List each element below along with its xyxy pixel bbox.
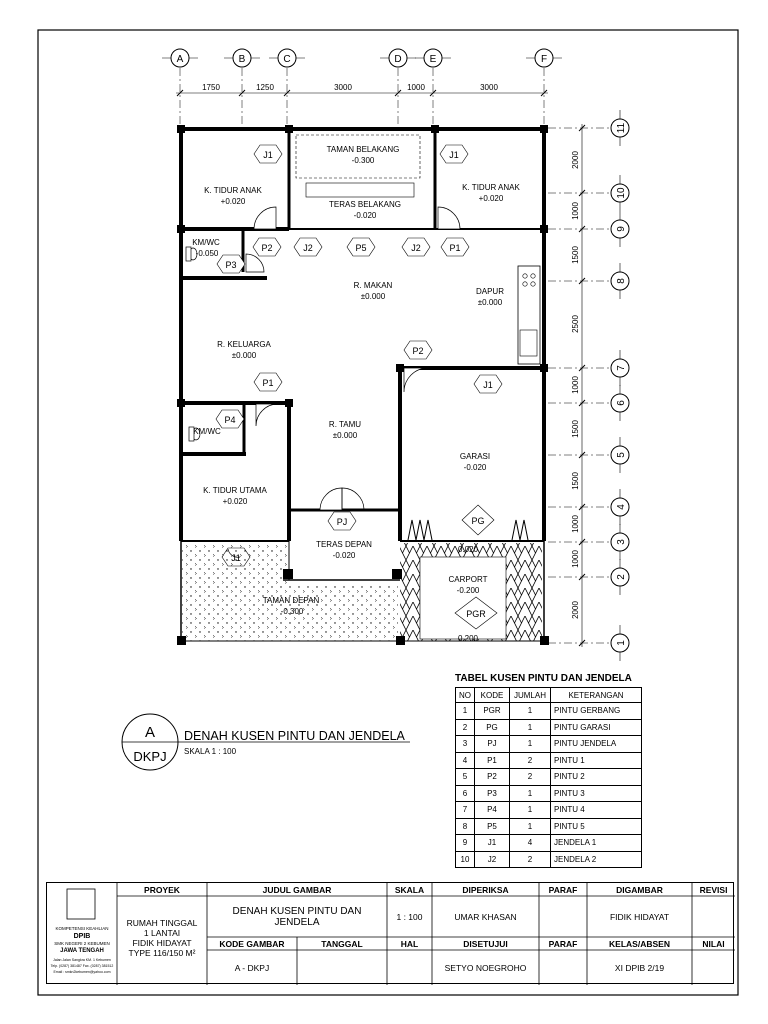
row-axis-markers: [611, 110, 629, 661]
vdim-7: 1500: [571, 472, 580, 490]
svg-text:PGR: PGR: [466, 609, 486, 619]
cell-keterangan: PINTU 3: [551, 785, 642, 802]
svg-text:P1: P1: [262, 378, 274, 388]
r-keluarga-name: R. KELUARGA: [217, 340, 271, 349]
axis-5-label: 5: [616, 452, 627, 458]
axis-d-label: D: [394, 54, 402, 65]
school-addr3: Email : smkn2kebumen@yahoo.com: [53, 970, 111, 974]
dapur-elev: ±0.000: [477, 298, 503, 307]
taman-depan-name: TAMAN DEPAN: [262, 596, 320, 605]
cell-no: 10: [456, 851, 475, 868]
cell-kode: PG: [475, 719, 510, 736]
cell-no: 1: [456, 703, 475, 720]
axis-f-marker: [526, 49, 562, 67]
axis-10-marker: [611, 175, 629, 211]
drawing-scale: SKALA 1 : 100: [184, 747, 237, 756]
judul-label: JUDUL GAMBAR: [262, 884, 332, 895]
axis-9-label: 9: [616, 226, 627, 232]
paraf2-label: PARAF: [548, 938, 578, 949]
teras-belakang-name: TERAS BELAKANG: [328, 200, 402, 209]
cell-keterangan: PINTU GARASI: [551, 719, 642, 736]
table-row: [456, 752, 642, 769]
proyek-line2: 1 LANTAI: [143, 927, 181, 938]
proyek-line3: FIDIK HIDAYAT: [132, 937, 192, 948]
title-block: [46, 882, 734, 984]
cell-jumlah: 4: [510, 835, 551, 852]
table-row: [456, 818, 642, 835]
tag-p5: [347, 238, 375, 256]
table-row: [456, 719, 642, 736]
dim-3000-a: 3000: [334, 83, 352, 92]
kt-utama-name: K. TIDUR UTAMA: [203, 486, 267, 495]
garasi-elev: -0.020: [463, 463, 487, 472]
kelas-value: XI DPIB 2/19: [614, 962, 665, 973]
axis-b-label: B: [238, 54, 246, 65]
carport-elev: -0.200: [456, 586, 480, 595]
svg-text:P3: P3: [225, 260, 237, 270]
drawing-title: DENAH KUSEN PINTU DAN JENDELA: [184, 729, 405, 743]
axis-4-marker: [611, 489, 629, 525]
kt-anak-kanan-elev: +0.020: [478, 194, 504, 203]
table-row: [456, 835, 642, 852]
dim-1250: 1250: [256, 83, 274, 92]
tag-p1-a: [441, 238, 469, 256]
axis-e-label: E: [429, 54, 437, 65]
cell-kode: P2: [475, 769, 510, 786]
tanggal-label: TANGGAL: [321, 938, 363, 949]
axis-a-label: A: [176, 54, 184, 65]
vdim-4: 2500: [571, 315, 580, 333]
tag-p3: [217, 255, 245, 273]
col-kode: KODE: [475, 688, 510, 703]
school-addr2: Telp. (0287) 381487 Fax. (0287) 381512: [50, 964, 114, 968]
tag-p2-a: [253, 238, 281, 256]
tag-j2-b: [402, 238, 430, 256]
garasi-name: GARASI: [459, 452, 491, 461]
axis-2-marker: [611, 559, 629, 595]
cell-kode: J2: [475, 851, 510, 868]
kt-anak-kiri-name: K. TIDUR ANAK: [204, 186, 262, 195]
judul-value: DENAH KUSEN PINTU DAN JENDELA: [232, 906, 362, 928]
axis-2-label: 2: [616, 574, 627, 580]
cell-kode: PGR: [475, 703, 510, 720]
cell-jumlah: 1: [510, 736, 551, 753]
svg-text:J1: J1: [263, 150, 273, 160]
tag-pj: [328, 512, 356, 530]
revisi-label: REVISI: [699, 884, 728, 895]
tag-j1-c: [474, 375, 502, 393]
kode-label: KODE GAMBAR: [219, 938, 285, 949]
school-line4: JAWA TENGAH: [60, 948, 104, 954]
tag-j1-a: [254, 145, 282, 163]
table-row: [456, 785, 642, 802]
cell-kode: P4: [475, 802, 510, 819]
table-row: [456, 802, 642, 819]
garage-door-left: [408, 520, 432, 540]
dim-3000-b: 3000: [480, 83, 498, 92]
tag-pg: [462, 505, 494, 535]
axis-1-label: 1: [616, 640, 627, 646]
taman-depan-hatch-bottom: [287, 585, 398, 641]
disetujui-label: DISETUJUI: [463, 938, 508, 949]
axis-1-marker: [611, 625, 629, 661]
table-row: [456, 851, 642, 868]
svg-text:P1: P1: [449, 243, 461, 253]
axis-f-label: F: [540, 54, 548, 65]
r-makan-name: R. MAKAN: [353, 281, 393, 290]
vdim-10: 2000: [571, 601, 580, 619]
cell-kode: P3: [475, 785, 510, 802]
vertical-dimension-line: [571, 124, 585, 647]
carport-bottom-mark: 0.200: [457, 634, 479, 643]
kt-anak-kanan-name: K. TIDUR ANAK: [462, 183, 520, 192]
col-jumlah: JUMLAH: [510, 688, 551, 703]
svg-text:P5: P5: [355, 243, 367, 253]
km-wc-1-name: KM/WC: [192, 238, 220, 247]
axis-6-marker: [611, 385, 629, 421]
kt-utama-elev: +0.020: [222, 497, 248, 506]
taman-belakang-name: TAMAN BELAKANG: [326, 145, 400, 154]
cell-jumlah: 1: [510, 785, 551, 802]
cell-jumlah: 1: [510, 802, 551, 819]
hal-label: HAL: [400, 938, 419, 949]
tag-p2-b: [404, 341, 432, 359]
cell-jumlah: 1: [510, 818, 551, 835]
cell-jumlah: 2: [510, 851, 551, 868]
disetujui-value: SETYO NOEGROHO: [444, 962, 527, 973]
taman-depan-elev: -0.300: [280, 607, 304, 616]
horizontal-dimension-line: [176, 83, 548, 96]
axis-c-label: C: [283, 54, 291, 65]
kusen-table: [455, 687, 642, 868]
paraf-label: PARAF: [548, 884, 578, 895]
carport-top-mark: 0.020: [457, 545, 479, 554]
axis-d-marker: [380, 49, 416, 67]
r-keluarga-elev: ±0.000: [231, 351, 257, 360]
cell-keterangan: PINTU JENDELA: [551, 736, 642, 753]
table-row: [456, 769, 642, 786]
svg-text:J1: J1: [231, 553, 241, 563]
kode-value: A - DKPJ: [234, 962, 270, 973]
axis-a-marker: [162, 49, 198, 67]
school-line3: SMK NEGERI 2 KEBUMEN: [54, 941, 110, 946]
carport-name: CARPORT: [448, 575, 488, 584]
cell-no: 7: [456, 802, 475, 819]
cell-no: 2: [456, 719, 475, 736]
vdim-5: 1000: [571, 376, 580, 394]
skala-label: SKALA: [394, 884, 425, 895]
axis-6-label: 6: [616, 400, 627, 406]
kusen-table-header: [456, 688, 642, 703]
drawing-code: DKPJ: [133, 749, 167, 764]
cell-no: 3: [456, 736, 475, 753]
svg-text:J1: J1: [449, 150, 459, 160]
skala-value: 1 : 100: [396, 911, 423, 922]
vdim-3: 1500: [571, 246, 580, 264]
cell-kode: J1: [475, 835, 510, 852]
axis-e-marker: [415, 49, 451, 67]
svg-text:J2: J2: [411, 243, 421, 253]
cell-jumlah: 2: [510, 752, 551, 769]
axis-11-label: 11: [616, 122, 627, 134]
cell-no: 6: [456, 785, 475, 802]
axis-b-marker: [224, 49, 260, 67]
proyek-line4: TYPE 116/150 M²: [128, 947, 196, 958]
cell-keterangan: PINTU 4: [551, 802, 642, 819]
column-axis-markers: [162, 49, 562, 67]
tag-p1-b: [254, 373, 282, 391]
vdim-1: 2000: [571, 151, 580, 169]
table-row: [456, 736, 642, 753]
cell-jumlah: 2: [510, 769, 551, 786]
axis-7-marker: [611, 350, 629, 386]
cell-no: 4: [456, 752, 475, 769]
cell-keterangan: JENDELA 1: [551, 835, 642, 852]
axis-7-label: 7: [616, 365, 627, 371]
cell-no: 8: [456, 818, 475, 835]
cell-jumlah: 1: [510, 703, 551, 720]
svg-text:J2: J2: [303, 243, 313, 253]
vdim-2: 1000: [571, 202, 580, 220]
svg-text:P2: P2: [261, 243, 273, 253]
svg-text:J1: J1: [483, 380, 493, 390]
axis-10-label: 10: [616, 187, 627, 199]
vdim-6: 1500: [571, 420, 580, 438]
teras-depan-name: TERAS DEPAN: [316, 540, 372, 549]
r-makan-elev: ±0.000: [360, 292, 386, 301]
cell-no: 5: [456, 769, 475, 786]
carport-slab: [420, 557, 506, 639]
cell-kode: P5: [475, 818, 510, 835]
tag-j2-a: [294, 238, 322, 256]
cell-jumlah: 1: [510, 719, 551, 736]
tag-p4: [216, 410, 244, 428]
school-addr1: Jalan Jalan Sangkra KM. 1 Kebumen: [53, 958, 111, 962]
proyek-label: PROYEK: [144, 884, 180, 895]
axis-9-marker: [611, 211, 629, 247]
col-keterangan: KETERANGAN: [551, 688, 642, 703]
teras-depan-elev: -0.020: [332, 551, 356, 560]
cell-no: 9: [456, 835, 475, 852]
drawing-letter: A: [144, 724, 156, 741]
svg-text:P4: P4: [224, 415, 236, 425]
vdim-8: 1000: [571, 515, 580, 533]
drawing-title-marker: [122, 714, 410, 770]
axis-11-marker: [611, 110, 629, 146]
cell-kode: P1: [475, 752, 510, 769]
axis-3-label: 3: [616, 539, 627, 545]
taman-belakang-elev: -0.300: [351, 156, 375, 165]
tag-j1-b: [440, 145, 468, 163]
cell-keterangan: JENDELA 2: [551, 851, 642, 868]
vdim-9: 1000: [571, 550, 580, 568]
r-tamu-name: R. TAMU: [328, 420, 362, 429]
axis-8-label: 8: [616, 278, 627, 284]
axis-8-marker: [611, 263, 629, 299]
dim-1000: 1000: [407, 83, 425, 92]
cell-keterangan: PINTU 2: [551, 769, 642, 786]
axis-c-marker: [269, 49, 305, 67]
school-line2: DPIB: [73, 932, 91, 940]
col-no: NO: [456, 688, 475, 703]
axis-3-marker: [611, 524, 629, 560]
garage-door-right: [512, 520, 528, 540]
nilai-label: NILAI: [702, 938, 725, 949]
school-line1: KOMPETENSI KEAHLIAN: [55, 925, 109, 931]
kelas-label: KELAS/ABSEN: [609, 938, 670, 949]
svg-text:PJ: PJ: [336, 517, 348, 527]
diperiksa-label: DIPERIKSA: [462, 884, 509, 895]
table-row: [456, 703, 642, 720]
teras-belakang-elev: -0.020: [353, 211, 377, 220]
dim-1750: 1750: [202, 83, 220, 92]
cell-keterangan: PINTU 1: [551, 752, 642, 769]
proyek-line1: RUMAH TINGGAL: [126, 917, 198, 928]
cell-keterangan: PINTU 5: [551, 818, 642, 835]
km-wc-2-name: KM/WC: [193, 427, 221, 436]
cell-keterangan: PINTU GERBANG: [551, 703, 642, 720]
cell-kode: PJ: [475, 736, 510, 753]
km-wc-1-elev: -0.050: [195, 249, 219, 258]
axis-4-label: 4: [616, 504, 627, 510]
axis-5-marker: [611, 437, 629, 473]
diperiksa-value: UMAR KHASAN: [454, 911, 517, 922]
svg-text:PG: PG: [471, 516, 485, 526]
r-tamu-elev: ±0.000: [332, 431, 358, 440]
kt-anak-kiri-elev: +0.020: [220, 197, 246, 206]
digambar-label: DIGAMBAR: [616, 884, 663, 895]
kusen-table-title: TABEL KUSEN PINTU DAN JENDELA: [455, 673, 632, 684]
svg-text:P2: P2: [412, 346, 424, 356]
dapur-name: DAPUR: [475, 287, 505, 296]
digambar-value: FIDIK HIDAYAT: [609, 911, 670, 922]
